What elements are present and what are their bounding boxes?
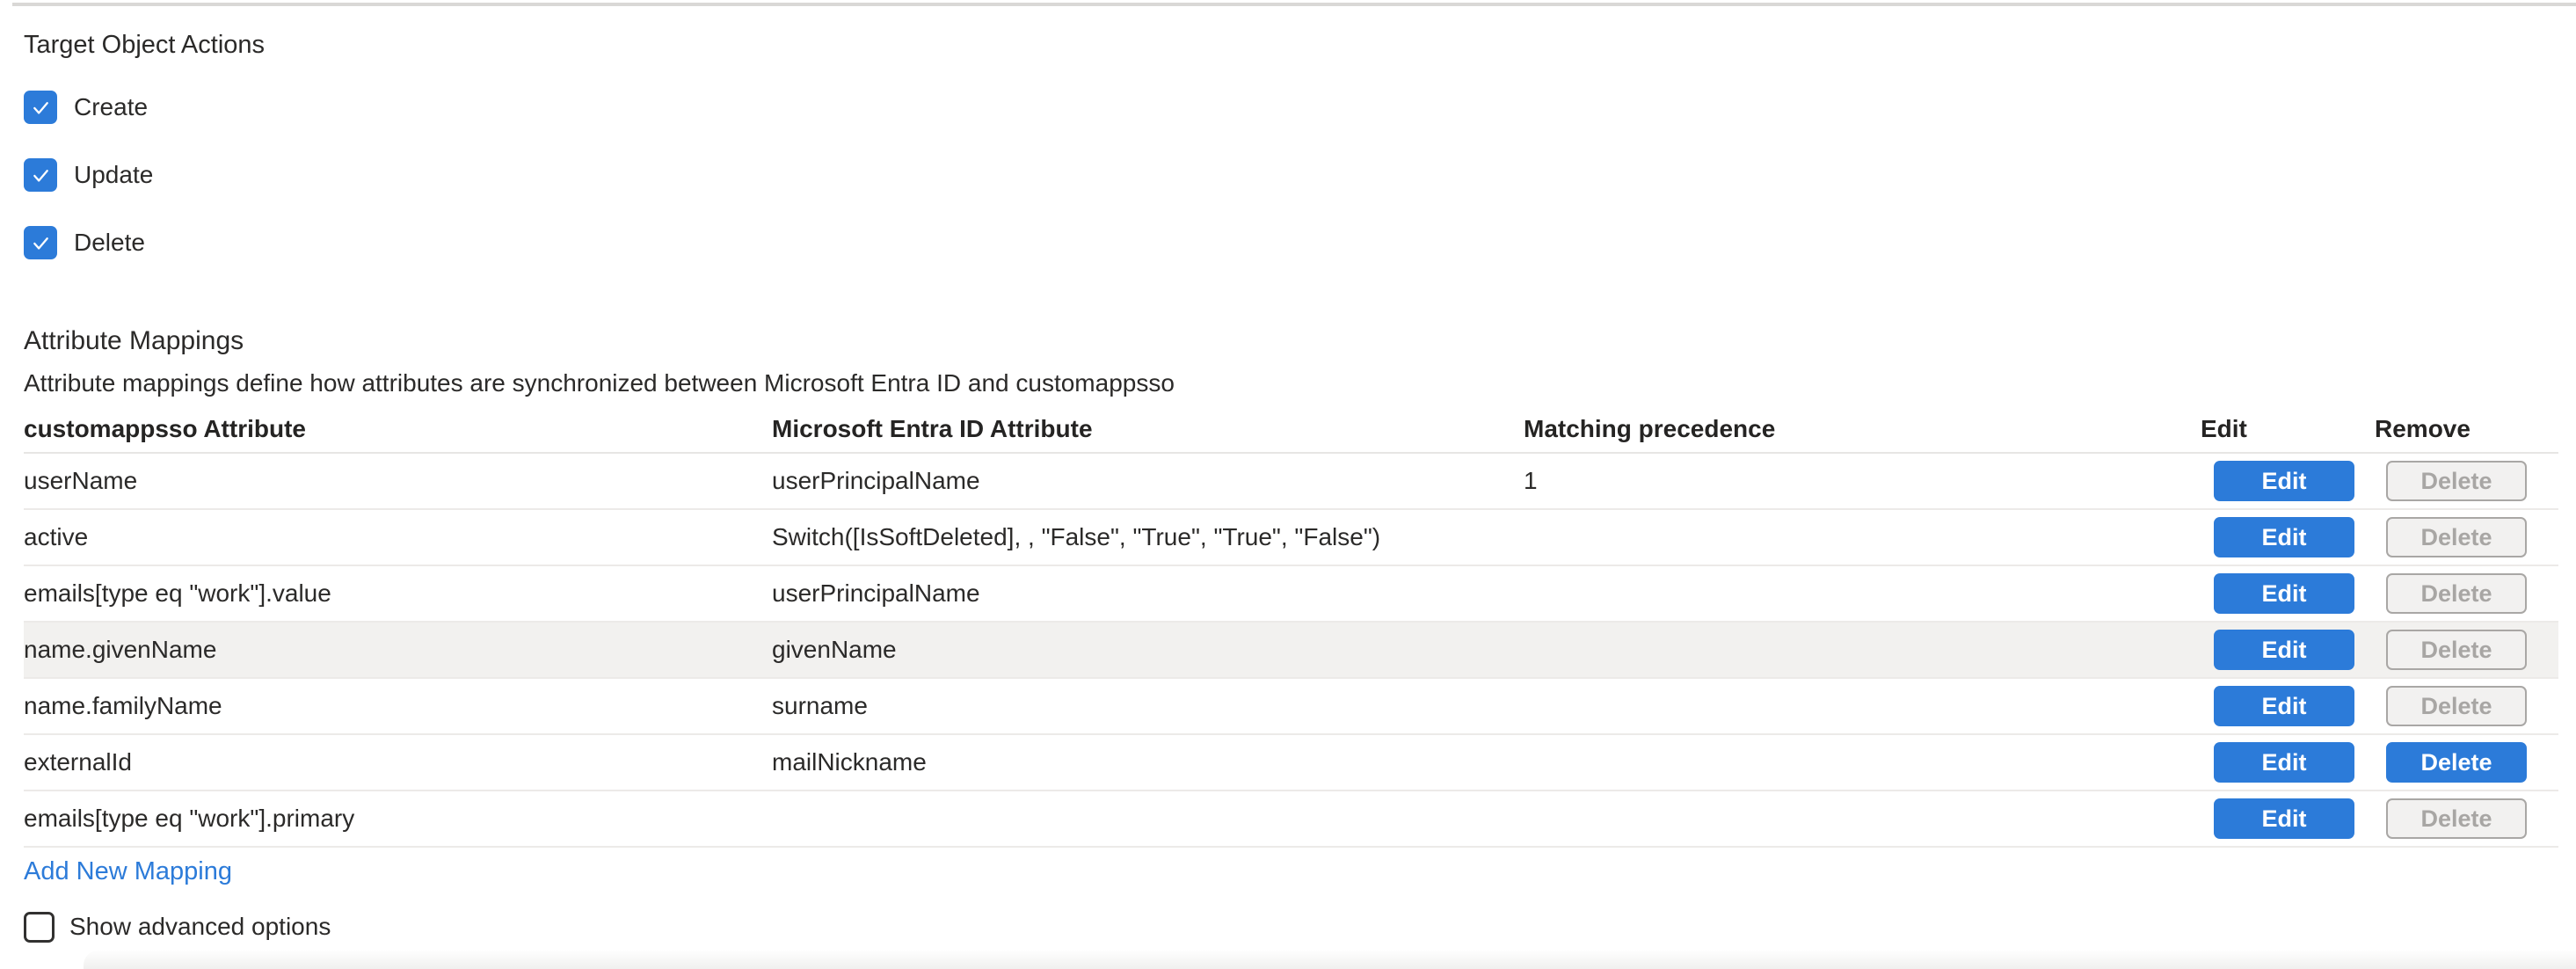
checkmark-icon [31,165,51,186]
app-attribute-cell: emails[type eq "work"].value [24,565,772,622]
column-header-matching-precedence: Matching precedence [1524,406,2201,453]
attribute-mappings-description: Attribute mappings define how attributes are synchronized between Microsoft Entra ID and customappsso [24,369,1175,397]
matching-precedence-cell [1524,565,2201,622]
show-advanced-options-label: Show advanced options [69,913,331,940]
app-attribute-cell: name.givenName [24,622,772,678]
bottom-shadow [84,950,2576,969]
update-checkbox-row [24,158,265,192]
delete-checkbox-row [24,226,265,259]
matching-precedence-cell [1524,734,2201,790]
attribute-mappings-table [24,406,2558,848]
edit-mapping-button[interactable]: Edit [2214,573,2354,614]
delete-mapping-button: Delete [2386,517,2527,557]
entra-attribute-cell [772,790,1524,847]
target-object-actions-section [24,30,265,259]
checkmark-icon [31,98,51,118]
matching-precedence-cell: 1 [1524,453,2201,509]
mapping-row [24,565,2558,622]
entra-attribute-cell: userPrincipalName [772,565,1524,622]
mapping-row [24,453,2558,509]
update-checkbox[interactable] [24,158,57,192]
top-section-divider [12,3,2576,6]
show-advanced-options-row [24,910,2558,944]
column-header-edit: Edit [2201,406,2375,453]
delete-checkbox-label: Delete [74,229,145,256]
delete-mapping-button: Delete [2386,798,2527,839]
mapping-row [24,678,2558,734]
column-header-remove: Remove [2375,406,2558,453]
matching-precedence-cell [1524,622,2201,678]
target-object-actions-title: Target Object Actions [24,31,266,59]
table-header-row [24,406,2558,453]
edit-mapping-button[interactable]: Edit [2214,630,2354,670]
delete-checkbox[interactable] [24,226,57,259]
mapping-row [24,622,2558,678]
app-attribute-cell: externalId [24,734,772,790]
delete-mapping-button[interactable]: Delete [2386,742,2527,783]
mapping-row [24,790,2558,847]
matching-precedence-cell [1524,678,2201,734]
create-checkbox[interactable] [24,91,57,124]
matching-precedence-cell [1524,790,2201,847]
delete-mapping-button: Delete [2386,686,2527,726]
matching-precedence-cell [1524,509,2201,565]
entra-attribute-cell: userPrincipalName [772,453,1524,509]
entra-attribute-cell: givenName [772,622,1524,678]
app-attribute-cell: emails[type eq "work"].primary [24,790,772,847]
attribute-mappings-title: Attribute Mappings [24,326,244,355]
checkmark-icon [31,233,51,253]
update-checkbox-label: Update [74,161,154,188]
create-checkbox-row [24,91,265,124]
create-checkbox-label: Create [74,93,149,120]
edit-mapping-button[interactable]: Edit [2214,461,2354,501]
show-advanced-options-checkbox[interactable] [24,912,55,943]
mapping-row [24,509,2558,565]
delete-mapping-button: Delete [2386,573,2527,614]
column-header-app-attribute: customappsso Attribute [24,406,772,453]
app-attribute-cell: name.familyName [24,678,772,734]
edit-mapping-button[interactable]: Edit [2214,798,2354,839]
add-new-mapping-link[interactable]: Add New Mapping [24,857,232,885]
mapping-row [24,734,2558,790]
app-attribute-cell: userName [24,453,772,509]
entra-attribute-cell: mailNickname [772,734,1524,790]
attribute-mappings-section [24,326,2558,944]
edit-mapping-button[interactable]: Edit [2214,686,2354,726]
delete-mapping-button: Delete [2386,461,2527,501]
edit-mapping-button[interactable]: Edit [2214,742,2354,783]
entra-attribute-cell: Switch([IsSoftDeleted], , "False", "True", "True", "False") [772,509,1524,565]
delete-mapping-button: Delete [2386,630,2527,670]
edit-mapping-button[interactable]: Edit [2214,517,2354,557]
app-attribute-cell: active [24,509,772,565]
entra-attribute-cell: surname [772,678,1524,734]
column-header-entra-attribute: Microsoft Entra ID Attribute [772,406,1524,453]
